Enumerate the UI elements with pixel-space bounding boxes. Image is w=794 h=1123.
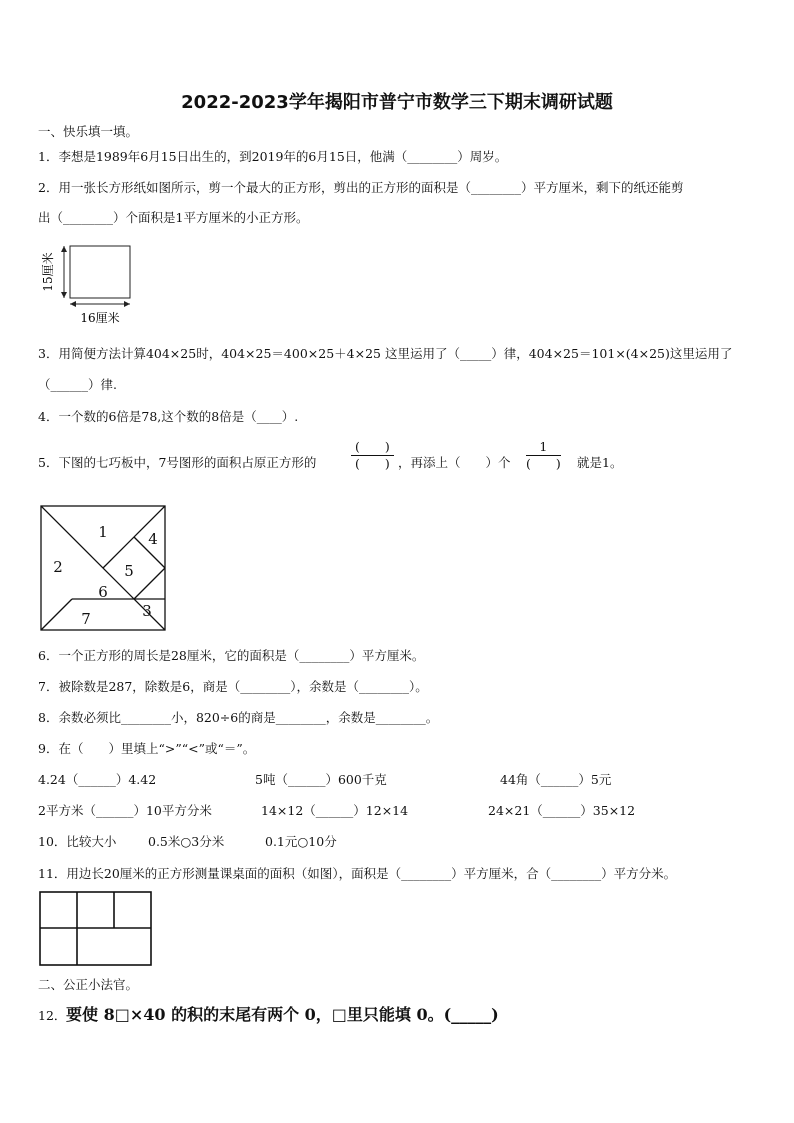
question-10-item-2: 0.1元○10分	[265, 834, 337, 849]
question-12-number: 12．	[38, 1008, 67, 1023]
fraction-1-numerator: ( )	[351, 439, 394, 456]
question-9: 9．在（ ）里填上“>”“<”或“＝”。	[38, 741, 256, 756]
question-11: 11．用边长20厘米的正方形测量课桌面的面积（如图），面积是（________）平方厘米，合（________）平方分米。	[38, 866, 677, 881]
section-1-heading: 一、快乐填一填。	[38, 124, 139, 139]
rectangle-shape	[70, 246, 130, 298]
q9-item-3: 44角（______）5元	[500, 772, 612, 787]
tangram-label-1: 1	[98, 523, 108, 541]
fraction-2-numerator: 1	[526, 439, 561, 456]
height-label: 15厘米	[41, 252, 55, 292]
q9-item-2: 5吨（______）600千克	[255, 772, 387, 787]
tangram-anti-diagonal-lower	[41, 599, 72, 630]
question-4: 4．一个数的6倍是78,这个数的8倍是（____）.	[38, 409, 299, 424]
tangram-label-3: 3	[142, 602, 152, 620]
question-3-line-2: （______）律.	[38, 377, 117, 392]
question-5-part-3: 就是1。	[577, 455, 623, 470]
tangram-label-6: 6	[98, 583, 108, 601]
q9-item-5: 14×12（______）12×14	[261, 803, 409, 818]
page-title: 2022-2023学年揭阳市普宁市数学三下期末调研试题	[181, 92, 613, 113]
rectangle-figure	[38, 240, 138, 330]
q9-item-4: 2平方米（______）10平方分米	[38, 803, 212, 818]
question-12: 要使 8□×40 的积的末尾有两个 0，□里只能填 0。(_____)	[66, 1005, 499, 1024]
fraction-2	[526, 439, 561, 472]
question-8: 8．余数必须比________小，820÷6的商是________，余数是________。	[38, 710, 439, 725]
question-2-line-1: 2．用一张长方形纸如图所示，剪一个最大的正方形，剪出的正方形的面积是（________）平方厘米，剩下的纸还能剪	[38, 180, 684, 195]
fraction-1-denominator: ( )	[355, 456, 390, 471]
question-2-line-2: 出（________）个面积是1平方厘米的小正方形。	[38, 210, 309, 225]
tangram-piece-3-edge	[134, 568, 165, 599]
question-10-label: 10．比较大小	[38, 834, 117, 849]
fraction-2-denominator: ( )	[526, 456, 561, 471]
section-2-heading: 二、公正小法官。	[38, 977, 139, 992]
tangram-label-4: 4	[148, 530, 158, 548]
width-label: 16厘米	[80, 311, 120, 325]
width-arrow-head-left	[70, 301, 76, 307]
fraction-1	[351, 439, 394, 472]
width-arrow-head-right	[124, 301, 130, 307]
height-arrow-head-bottom	[61, 292, 67, 298]
question-6: 6．一个正方形的周长是28厘米，它的面积是（________）平方厘米。	[38, 648, 425, 663]
tangram-label-2: 2	[53, 558, 63, 576]
question-5-part-2: ，再添上（ ）个	[398, 455, 511, 470]
question-10-item-1: 0.5米○3分米	[148, 834, 225, 849]
q9-item-1: 4.24（______）4.42	[38, 772, 157, 787]
q9-item-6: 24×21（______）35×12	[488, 803, 636, 818]
height-arrow-head-top	[61, 246, 67, 252]
question-1: 1．李想是1989年6月15日出生的，到2019年的6月15日，他满（________）周岁。	[38, 149, 508, 164]
question-7: 7．被除数是287，除数是6，商是（________），余数是（________）。	[38, 679, 428, 694]
tangram-figure	[39, 504, 167, 632]
desk-grid-figure	[38, 890, 154, 968]
question-5-part-1: 5．下图的七巧板中，7号图形的面积占原正方形的	[38, 455, 317, 470]
question-3-line-1: 3．用简便方法计算404×25时，404×25＝400×25＋4×25 这里运用了（_____）律，404×25＝101×(4×25)这里运用了	[38, 346, 733, 361]
tangram-label-7: 7	[81, 610, 91, 628]
tangram-label-5: 5	[124, 562, 134, 580]
